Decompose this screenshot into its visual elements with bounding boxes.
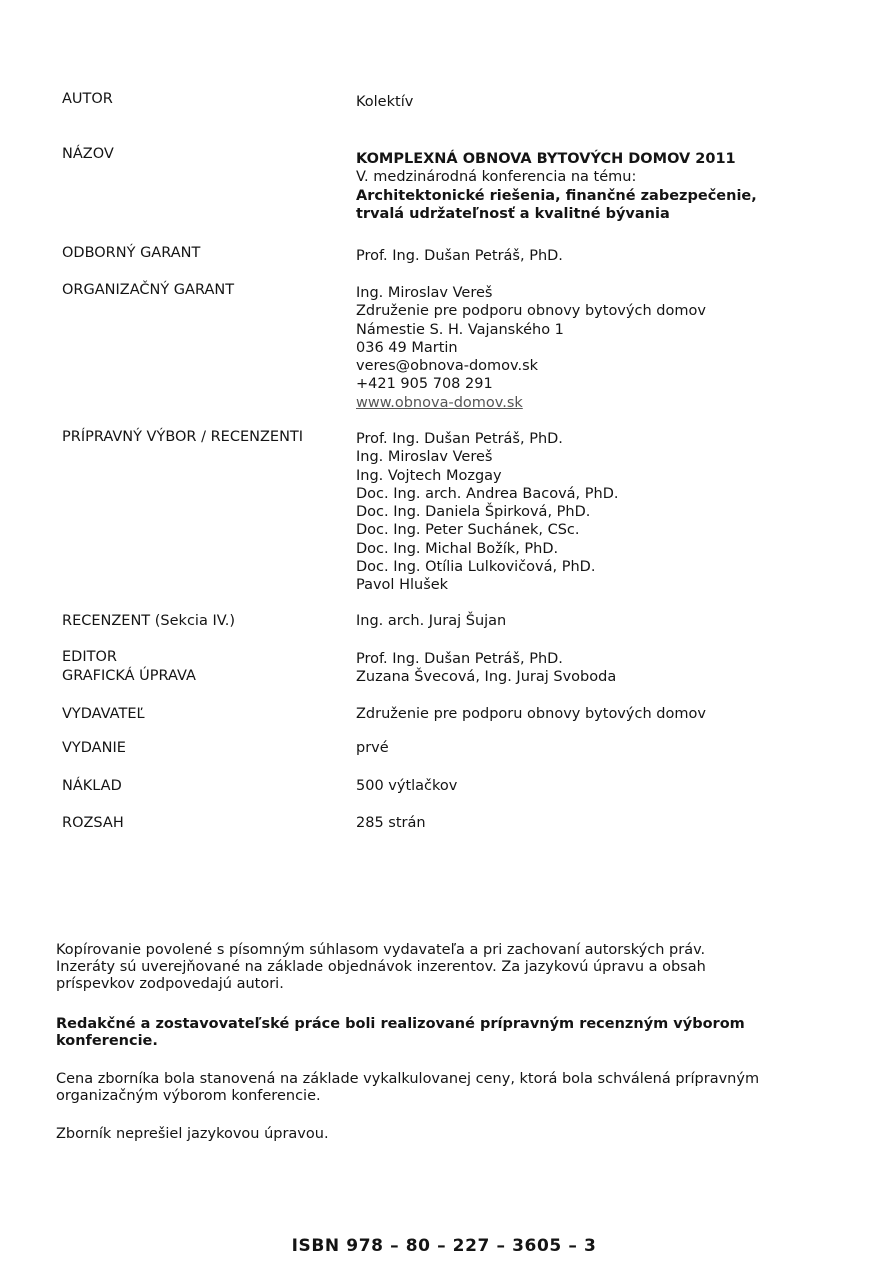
note-line: príspevkov zodpovedajú autori. <box>56 976 284 992</box>
contact-email: veres@obnova-domov.sk <box>356 358 539 375</box>
field-value: Ing. arch. Juraj Šujan <box>356 613 507 629</box>
conference-theme-line: Architektonické riešenia, finančné zabezpečenie, <box>356 187 757 204</box>
field-label: NÁKLAD <box>62 778 122 794</box>
isbn: ISBN 978 – 80 – 227 – 3605 – 3 <box>291 1236 597 1256</box>
editorial-note <box>56 1016 816 1050</box>
conference-theme-line: trvalá udržateľnosť a kvalitné bývania <box>356 205 670 222</box>
website-link[interactable]: www.obnova-domov.sk <box>356 394 523 411</box>
contact-line: Ing. Miroslav Vereš <box>356 285 493 301</box>
field-label: VYDAVATEĽ <box>62 706 145 722</box>
contact-phone: +421 905 708 291 <box>356 376 493 393</box>
price-note <box>56 1071 816 1105</box>
field-label: PRÍPRAVNÝ VÝBOR / RECENZENTI <box>62 429 304 445</box>
field-value: 285 strán <box>356 815 426 831</box>
field-label: VYDANIE <box>62 740 126 756</box>
field-value <box>356 430 836 595</box>
field-value: Prof. Ing. Dušan Petráš, PhD. <box>356 248 563 264</box>
editor-value: Prof. Ing. Dušan Petráš, PhD. <box>356 651 563 667</box>
field-label: ODBORNÝ GARANT <box>62 245 201 261</box>
field-label: ROZSAH <box>62 815 124 831</box>
field-label: ORGANIZAČNÝ GARANT <box>62 282 235 298</box>
contact-line: Námestie S. H. Vajanského 1 <box>356 321 564 338</box>
note-line: Cena zborníka bola stanovená na základe vykalkulovanej ceny, ktorá bola schválená prípravným <box>56 1071 760 1087</box>
field-value <box>356 284 836 412</box>
proceedings-title: KOMPLEXNÁ OBNOVA BYTOVÝCH DOMOV 2011 <box>356 151 736 167</box>
graphic-design-label: GRAFICKÁ ÚPRAVA <box>62 667 196 684</box>
field-value: Kolektív <box>356 94 414 110</box>
language-note <box>56 1126 816 1143</box>
contact-line: 036 49 Martin <box>356 339 458 356</box>
note-line: konferencie. <box>56 1033 158 1049</box>
graphic-design-value: Zuzana Švecová, Ing. Juraj Svoboda <box>356 669 617 686</box>
committee-member: Doc. Ing. Peter Suchánek, CSc. <box>356 522 580 539</box>
editor-label: EDITOR <box>62 649 117 665</box>
contact-line: Združenie pre podporu obnovy bytových domov <box>356 303 706 320</box>
note-line: Zborník neprešiel jazykovou úpravou. <box>56 1126 329 1142</box>
committee-member: Prof. Ing. Dušan Petráš, PhD. <box>356 431 563 447</box>
field-value: 500 výtlačkov <box>356 778 458 794</box>
note-line: Kopírovanie povolené s písomným súhlasom vydavateľa a pri zachovaní autorských práv. <box>56 942 706 958</box>
copyright-note <box>56 942 816 993</box>
field-label <box>62 648 342 685</box>
field-value <box>356 650 836 687</box>
committee-member: Doc. Ing. arch. Andrea Bacová, PhD. <box>356 485 619 502</box>
note-line: organizačným výborom konferencie. <box>56 1088 321 1104</box>
field-label: NÁZOV <box>62 146 114 162</box>
committee-member: Doc. Ing. Daniela Špirková, PhD. <box>356 504 591 521</box>
field-value: prvé <box>356 740 389 756</box>
committee-member: Ing. Vojtech Mozgay <box>356 467 502 484</box>
committee-member: Pavol Hlušek <box>356 577 449 594</box>
note-line: Inzeráty sú uverejňované na základe objednávok inzerentov. Za jazykovú úpravu a obsah <box>56 959 706 975</box>
note-line: Redakčné a zostavovateľské práce boli realizované prípravným recenzným výborom <box>56 1016 745 1032</box>
committee-member: Doc. Ing. Michal Božík, PhD. <box>356 540 559 557</box>
committee-member: Ing. Miroslav Vereš <box>356 449 493 466</box>
field-value <box>356 150 836 223</box>
conference-subtitle: V. medzinárodná konferencia na tému: <box>356 169 637 186</box>
field-value: Združenie pre podporu obnovy bytových domov <box>356 706 706 722</box>
committee-member: Doc. Ing. Otília Lulkovičová, PhD. <box>356 559 596 576</box>
field-label: RECENZENT (Sekcia IV.) <box>62 613 236 629</box>
field-label: AUTOR <box>62 91 113 107</box>
